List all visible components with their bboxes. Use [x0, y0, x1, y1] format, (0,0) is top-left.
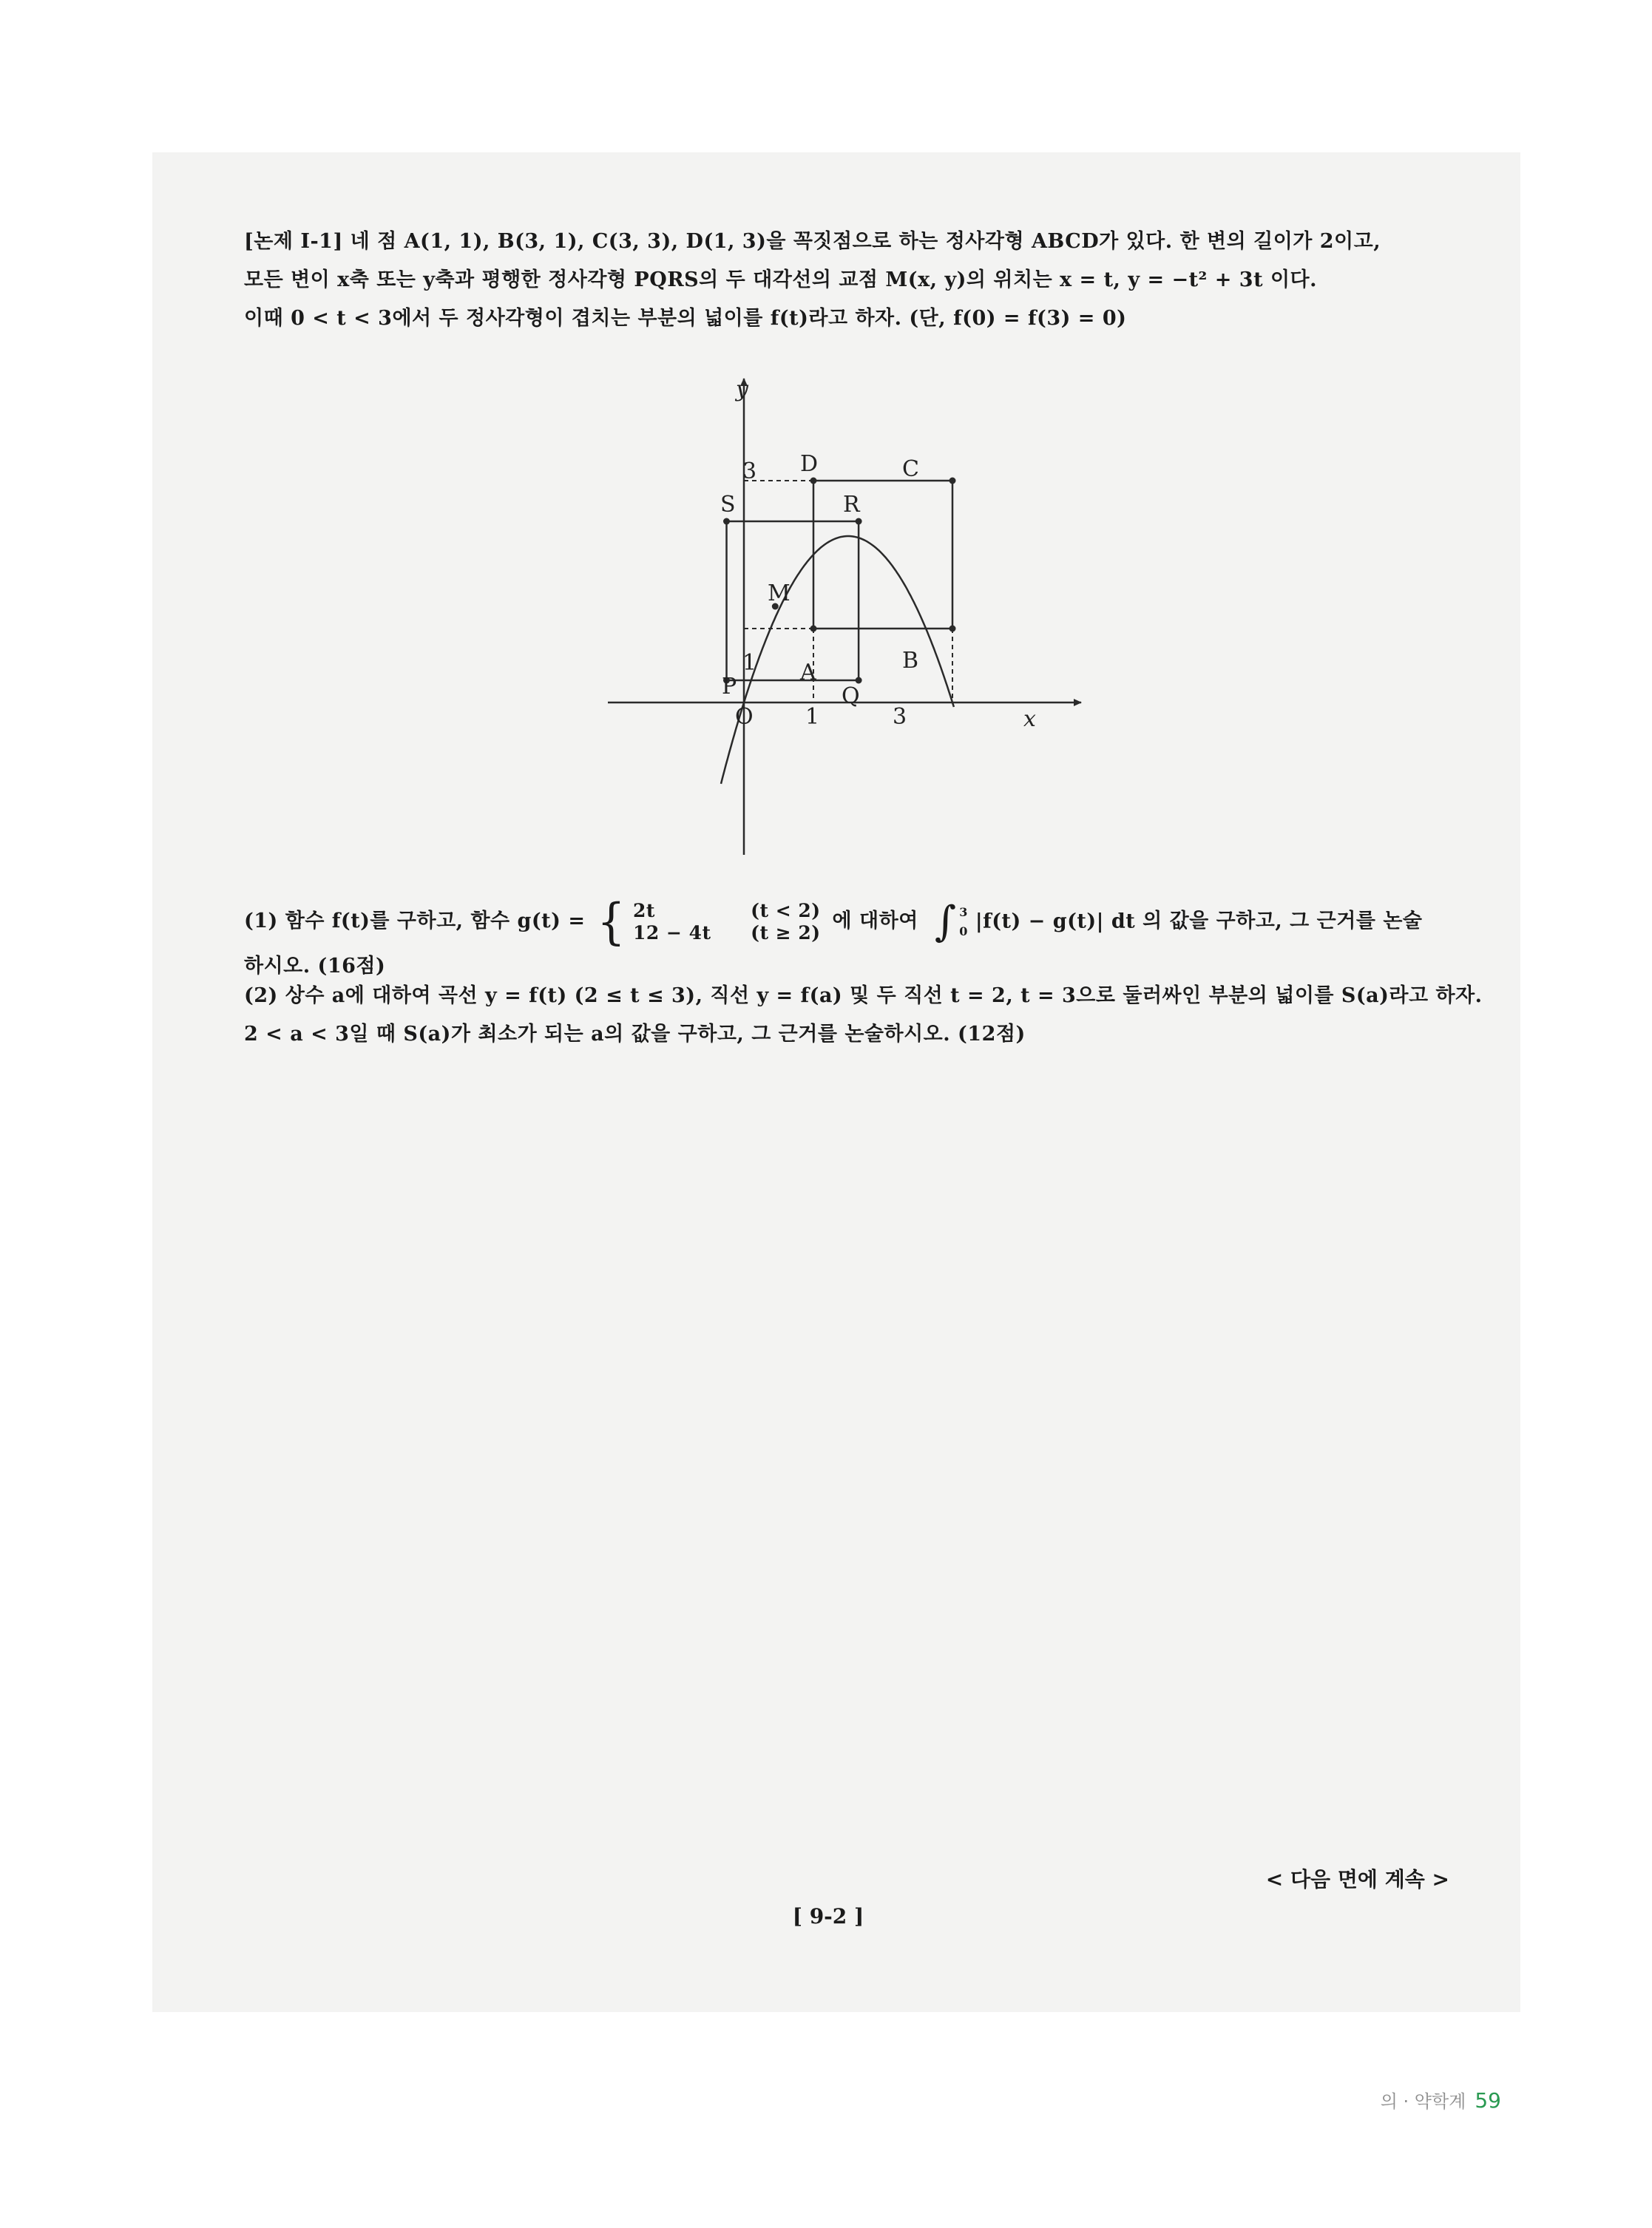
problem-line-3: 이때 0 < t < 3에서 두 정사각형이 겹치는 부분의 넓이를 f(t)라고 하자. (단, f(0) = f(3) = 0): [244, 307, 1127, 330]
integral-limits: [959, 903, 968, 941]
y-tick-3-label: 3: [742, 458, 757, 484]
x-tick-1-label: 1: [805, 704, 820, 730]
point-c: [949, 478, 956, 484]
problem-line-1: [논제 Ⅰ-1] 네 점 A(1, 1), B(3, 1), C(3, 3), D(1, 3)을 꼭짓점으로 하는 정사각형 ABCD가 있다. 한 변의 길이가 2이고,: [244, 230, 1381, 253]
problem-statement: [244, 223, 1442, 338]
case-1-condition: (t < 2): [751, 899, 821, 921]
point-d: [810, 478, 817, 484]
q1-prefix: (1) 함수 f(t)를 구하고, 함수 g(t) =: [244, 910, 586, 932]
point-r: [856, 518, 862, 525]
integral-upper-limit: 3: [959, 904, 968, 919]
q1-suffix: 의 값을 구하고, 그 근거를 논술하시오. (16점): [244, 910, 1423, 978]
label-r: R: [843, 492, 860, 518]
x-axis-label: x: [1023, 706, 1036, 732]
q1-middle: 에 대하여: [832, 910, 918, 932]
piecewise-brace: {: [597, 893, 626, 951]
y-tick-1-label: 1: [742, 650, 757, 676]
label-m: M: [768, 580, 791, 606]
piecewise-case-1: [633, 900, 821, 922]
integrand: |f(t) − g(t)| dt: [975, 910, 1136, 933]
label-b: B: [902, 648, 919, 674]
continued-next-page-note: < 다음 면에 계속 >: [1265, 1867, 1449, 1892]
question-1: [244, 893, 1442, 989]
point-s: [723, 518, 730, 525]
label-c: C: [902, 456, 919, 482]
question-2: [244, 977, 1483, 1054]
q2-line-1: (2) 상수 a에 대하여 곡선 y = f(t) (2 ≤ t ≤ 3), 직선 y = f(a) 및 두 직선 t = 2, t = 3으로 둘러싸인 부분의 넓이를 S(a)라고 하자.: [244, 984, 1483, 1007]
q2-line-2: 2 < a < 3일 때 S(a)가 최소가 되는 a의 값을 구하고, 그 근거를 논술하시오. (12점): [244, 1023, 1026, 1046]
running-footer: [1316, 2087, 1501, 2113]
piecewise-case-2: [633, 922, 821, 944]
label-d: D: [800, 451, 819, 477]
integral-expression: [935, 899, 1136, 944]
origin-label: O: [735, 704, 754, 730]
coordinate-figure: [600, 374, 1111, 877]
integral-sign: ∫: [934, 897, 957, 946]
case-1-expression: 2t: [632, 899, 655, 921]
footer-section-label: 의 · 약학계: [1380, 2091, 1466, 2112]
problem-line-2: 모든 변이 x축 또는 y축과 평행한 정사각형 PQRS의 두 대각선의 교점 M(x, y)의 위치는 x = t, y = −t² + 3t 이다.: [244, 268, 1318, 291]
label-a: A: [800, 660, 816, 685]
footer-page-number: 59: [1475, 2088, 1501, 2113]
exam-sheet: [152, 152, 1520, 2012]
exam-page-number: [ 9-2 ]: [792, 1904, 864, 1929]
case-2-condition: (t ≥ 2): [751, 921, 821, 944]
piecewise-cases: [633, 900, 821, 944]
point-a: [810, 626, 817, 632]
label-p: P: [722, 674, 737, 700]
x-tick-3-label: 3: [893, 704, 907, 730]
label-q: Q: [842, 683, 860, 709]
figure-svg: [600, 374, 1111, 877]
point-b: [949, 626, 956, 632]
y-axis-label: y: [736, 376, 748, 402]
integral-lower-limit: 0: [959, 924, 968, 938]
piecewise-definition: [597, 893, 821, 951]
label-s: S: [720, 492, 736, 518]
case-2-expression: 12 − 4t: [632, 921, 711, 944]
